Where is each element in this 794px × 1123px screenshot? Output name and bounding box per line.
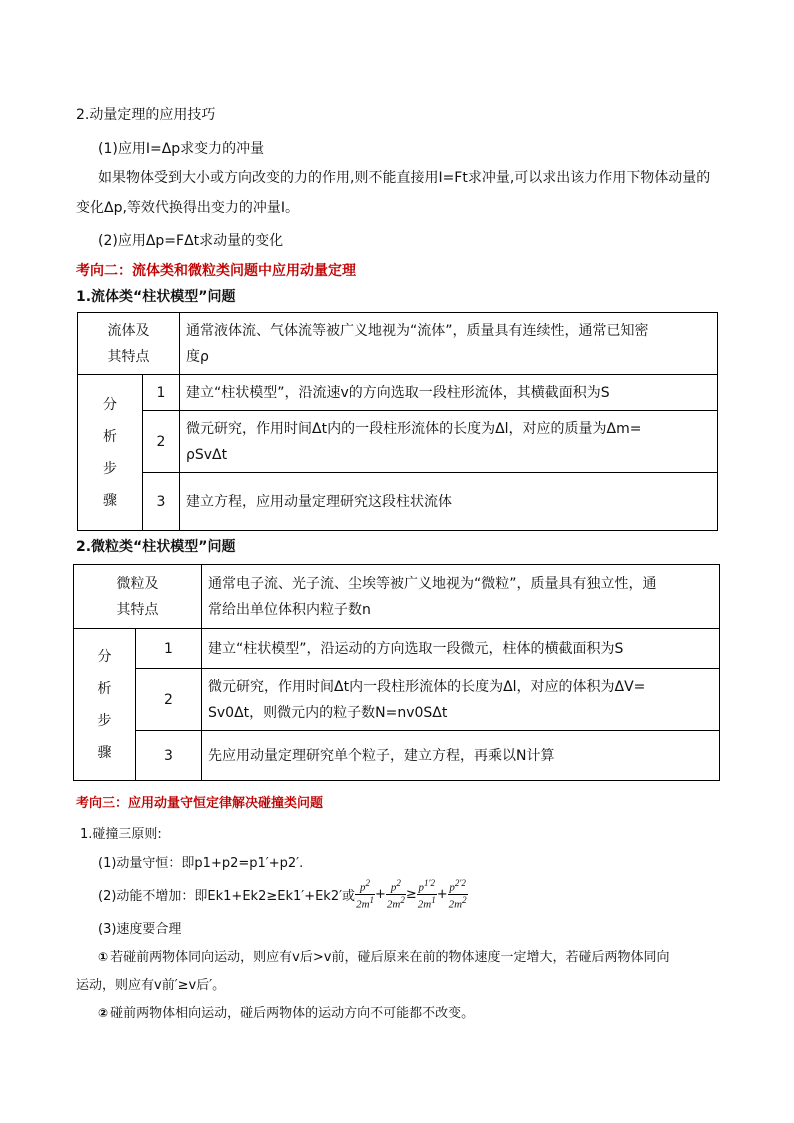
particle-step-number: 1 [136, 629, 202, 669]
item1-body-line1: 如果物体受到大小或方向改变的力的作用,则不能直接用I=Ft求冲量,可以求出该力作用下物体动量的 [98, 170, 711, 186]
fraction-term: $\frac{p^{1'2}}{2m^1}$ [417, 878, 436, 911]
fluid-side-label: 分 析 步 骤 [78, 375, 143, 531]
fraction-term: $\frac{p^2}{2m^1}$ [356, 878, 375, 911]
topic3-title: 考向三：应用动量守恒定律解决碰撞类问题 [76, 796, 324, 811]
topic2-title: 考向二：流体类和微粒类问题中应用动量定理 [76, 263, 356, 279]
particle-header-text: 通常电子流、光子流、尘埃等被广义地视为“微粒”，质量具有独立性，通 常给出单位体积内粒子数n [202, 565, 720, 629]
particle-step-number: 2 [136, 669, 202, 731]
principle-speed: (3)速度要合理 [98, 922, 182, 937]
rule-same-direction-cont: 运动，则应有v前′≥v后′。 [76, 978, 226, 993]
particle-header-label: 微粒及 其特点 [74, 565, 202, 629]
fraction-term: $\frac{p^{2'2}}{2m^2}$ [448, 878, 467, 911]
item2-title: (2)应用Δp=FΔt求动量的变化 [98, 233, 284, 249]
fluid-step-text: 微元研究，作用时间Δt内的一段柱形流体的长度为Δl，对应的质量为Δm= ρSvΔt [180, 411, 718, 473]
particle-model-title: 2.微粒类“柱状模型”问题 [76, 539, 236, 555]
fraction-term: $\frac{p^2}{2m^2}$ [386, 878, 405, 911]
fluid-model-title: 1.流体类“柱状模型”问题 [76, 289, 236, 305]
circled-number-two: ② [98, 1006, 109, 1020]
item1-body-line2: 变化Δp,等效代换得出变力的冲量I。 [76, 200, 300, 216]
particle-side-label: 分 析 步 骤 [74, 629, 136, 781]
section-heading: 2.动量定理的应用技巧 [76, 107, 216, 123]
principles-title: 1.碰撞三原则: [80, 827, 162, 842]
rule-opposite-direction: ② 碰前两物体相向运动，碰后两物体的运动方向不可能都不改变。 [98, 1006, 475, 1021]
circled-number-one: ① [98, 950, 109, 964]
particle-step-text: 建立“柱状模型”，沿运动的方向选取一段微元，柱体的横截面积为S [202, 629, 720, 669]
principle-momentum-conservation: (1)动量守恒：即p1+p2=p1′+p2′. [98, 856, 304, 871]
particle-model-table [73, 564, 720, 781]
particle-step-number: 3 [136, 731, 202, 781]
fluid-header-label: 流体及 其特点 [78, 313, 180, 375]
fluid-header-text: 通常液体流、气体流等被广义地视为“流体”，质量具有连续性，通常已知密 度ρ [180, 313, 718, 375]
fluid-step-text: 建立方程，应用动量定理研究这段柱状流体 [180, 473, 718, 531]
particle-step-text: 先应用动量定理研究单个粒子，建立方程，再乘以N计算 [202, 731, 720, 781]
particle-step-text: 微元研究，作用时间Δt内一段柱形流体的长度为Δl，对应的体积为ΔV= Sv0Δt，则微元内的粒子数N=nv0SΔt [202, 669, 720, 731]
fluid-model-table [77, 312, 718, 531]
fluid-step-text: 建立“柱状模型”，沿流速v的方向选取一段柱形流体，其横截面积为S [180, 375, 718, 411]
rule-same-direction: ① 若碰前两物体同向运动，则应有v后>v前，碰后原来在前的物体速度一定增大，若碰后两物体同向 [98, 950, 670, 965]
item1-title: (1)应用I=Δp求变力的冲量 [98, 141, 265, 157]
fluid-step-number: 3 [143, 473, 180, 531]
fluid-step-number: 2 [143, 411, 180, 473]
fluid-step-number: 1 [143, 375, 180, 411]
principle-kinetic-energy: (2)动能不增加：即Ek1+Ek2≥Ek1′+Ek2′或 $\frac{p^2}{2m^1}$ + $\frac{p^2}{2m^2}$ ≥ $\frac{p^{1'2}}{2m^1}$ + $\frac{p^{2'2}}{2m^2}$ [98, 878, 467, 911]
